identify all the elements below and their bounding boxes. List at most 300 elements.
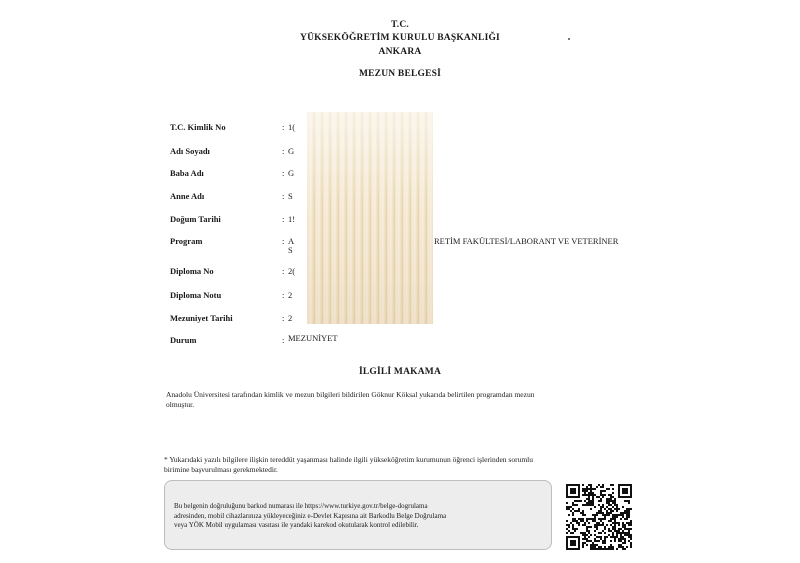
qr-module [628,508,630,510]
qr-module [596,540,598,542]
qr-module [618,544,620,546]
qr-module [610,498,612,500]
qr-module [582,538,584,540]
qr-module [578,522,580,524]
qr-module [570,496,572,498]
qr-module [578,544,580,546]
qr-module [624,500,626,502]
qr-module [590,534,592,536]
qr-module [570,542,572,544]
qr-module [630,538,632,540]
field-value-program-line2: S [288,245,293,255]
field-value-graduation-date: 2 [288,313,293,323]
qr-module [570,548,572,550]
statement-line-2: olmuştur. [166,400,195,409]
qr-module [612,484,614,486]
header-city: ANKARA [378,47,422,57]
qr-module [614,526,616,528]
qr-module [600,532,602,534]
qr-module [572,536,574,538]
qr-module [630,528,632,530]
qr-module [608,502,610,504]
qr-module [604,536,606,538]
qr-module [578,496,580,498]
qr-module [604,516,606,518]
qr-module [588,502,590,504]
qr-module [622,536,624,538]
qr-module [618,522,620,524]
section-title: İLGİLİ MAKAMA [358,367,442,377]
qr-module [578,488,580,490]
qr-module [578,484,580,486]
qr-module [590,544,592,546]
qr-module [608,520,610,522]
qr-module [596,524,598,526]
qr-module [622,516,624,518]
verification-line-2: adresinden, mobil cihazlarınıza yükleyeceğiniz e-Devlet Kapısına ait Barkodlu Belge Doğrulama [174,511,447,520]
qr-module [604,548,606,550]
qr-module [628,532,630,534]
qr-module [628,496,630,498]
qr-module [630,534,632,536]
qr-module [600,498,602,500]
qr-module [572,508,574,510]
qr-module [600,510,602,512]
field-value-mother: S [288,191,293,201]
footnote-line-2: birimine başvurulması gerekmektedir. [164,465,278,474]
qr-module [590,540,592,542]
qr-module [602,548,604,550]
qr-module [582,532,584,534]
qr-module [620,518,622,520]
qr-module [580,532,582,534]
qr-module [574,528,576,530]
qr-module [590,548,592,550]
qr-module [598,524,600,526]
qr-module [602,494,604,496]
qr-module [612,500,614,502]
qr-module [568,484,570,486]
qr-module [572,528,574,530]
qr-module [626,492,628,494]
qr-module [606,500,608,502]
qr-module [616,530,618,532]
qr-module [590,508,592,510]
qr-module [570,536,572,538]
verification-line-1: Bu belgenin doğruluğunu barkod numarası ile https://www.turkiye.gov.tr/belge-dogrulama [174,502,428,510]
qr-module [628,514,630,516]
qr-module [580,520,582,522]
qr-module [608,548,610,550]
qr-module [622,548,624,550]
qr-module [604,490,606,492]
qr-module [606,510,608,512]
qr-module [566,490,568,492]
qr-module [574,500,576,502]
qr-module [566,496,568,498]
field-colon: : [282,236,285,246]
qr-module [578,540,580,542]
qr-module [610,508,612,510]
qr-module [628,512,630,514]
qr-module [626,514,628,516]
qr-module [618,494,620,496]
qr-module [618,528,620,530]
qr-module [610,504,612,506]
qr-module [574,496,576,498]
qr-module [630,520,632,522]
qr-module [612,536,614,538]
qr-module [594,518,596,520]
qr-module [610,496,612,498]
qr-module [612,492,614,494]
qr-module [588,536,590,538]
qr-module [582,542,584,544]
qr-module [612,488,614,490]
qr-module [610,484,612,486]
qr-module [630,484,632,486]
qr-module [598,510,600,512]
qr-module [594,526,596,528]
qr-module [618,538,620,540]
field-value-tc-no: 1( [288,122,296,132]
qr-module [626,510,628,512]
qr-module [606,536,608,538]
qr-module [594,520,596,522]
qr-module [572,540,574,542]
qr-module [614,502,616,504]
qr-module [578,538,580,540]
qr-module [588,532,590,534]
qr-module [572,514,574,516]
qr-module [576,496,578,498]
qr-module [588,484,590,486]
qr-module [628,524,630,526]
qr-module [570,488,572,490]
qr-module [608,498,610,500]
qr-module [592,548,594,550]
qr-module [596,526,598,528]
qr-module [572,548,574,550]
qr-module [580,512,582,514]
qr-module [590,488,592,490]
qr-module [600,548,602,550]
header-tc: T.C. [390,20,410,30]
qr-module [624,542,626,544]
qr-module [616,536,618,538]
qr-module [630,490,632,492]
qr-module [608,514,610,516]
field-value-program-tail: RETİM FAKÜLTESİ/LABORANT VE VETERİNER [434,236,619,246]
qr-module [612,546,614,548]
qr-module [610,530,612,532]
qr-module [622,524,624,526]
qr-module [582,524,584,526]
qr-module [616,504,618,506]
qr-module [624,484,626,486]
qr-module [584,534,586,536]
qr-module [620,546,622,548]
qr-module [572,490,574,492]
qr-module [576,510,578,512]
qr-module [618,530,620,532]
qr-module [598,522,600,524]
qr-module [624,488,626,490]
redaction-block [307,112,433,324]
qr-module [620,544,622,546]
qr-module [574,536,576,538]
qr-module [582,514,584,516]
qr-module [602,486,604,488]
qr-module [628,500,630,502]
qr-module [622,546,624,548]
qr-module [574,504,576,506]
qr-module [606,488,608,490]
qr-module [594,494,596,496]
qr-module [602,530,604,532]
qr-module [570,522,572,524]
qr-module [586,544,588,546]
qr-module [582,546,584,548]
qr-module [598,532,600,534]
field-label-status: Durum [170,335,197,345]
qr-module [628,522,630,524]
qr-module [610,510,612,512]
qr-module [614,536,616,538]
qr-module [574,490,576,492]
qr-module [608,546,610,548]
field-value-status: MEZUNİYET [288,333,338,343]
qr-module [604,546,606,548]
qr-module [600,520,602,522]
qr-module [618,540,620,542]
qr-module [624,490,626,492]
qr-module [616,534,618,536]
qr-module [566,538,568,540]
qr-module [600,486,602,488]
qr-module [590,494,592,496]
qr-module [590,486,592,488]
qr-module [594,514,596,516]
qr-module [590,502,592,504]
qr-module [604,540,606,542]
qr-module [610,544,612,546]
qr-module [572,502,574,504]
qr-module [628,516,630,518]
qr-module [586,502,588,504]
qr-module [592,488,594,490]
field-colon: : [282,122,285,132]
qr-module [580,518,582,520]
qr-module [618,490,620,492]
qr-module [614,504,616,506]
qr-module [592,542,594,544]
qr-module [598,536,600,538]
qr-module [568,530,570,532]
qr-module [600,492,602,494]
qr-module [572,520,574,522]
qr-module [568,526,570,528]
qr-module [630,488,632,490]
qr-module [598,496,600,498]
qr-module [608,508,610,510]
qr-module [586,490,588,492]
qr-module [594,538,596,540]
qr-module [620,538,622,540]
qr-module [592,502,594,504]
verification-line-3: veya YÖK Mobil uygulaması vasıtası ile yandaki karekod okutularak kontrol edilebilir. [174,521,419,529]
qr-module [584,542,586,544]
qr-module [588,498,590,500]
qr-module [574,510,576,512]
qr-module [582,488,584,490]
qr-module [586,494,588,496]
qr-module [582,484,584,486]
qr-module [612,506,614,508]
qr-module [630,544,632,546]
stray-dot [568,38,570,40]
qr-module [620,484,622,486]
qr-module [618,524,620,526]
qr-module [626,516,628,518]
qr-module [592,492,594,494]
qr-module [618,492,620,494]
qr-module [614,528,616,530]
qr-module [628,530,630,532]
qr-module [570,532,572,534]
qr-module [612,526,614,528]
qr-module [578,548,580,550]
qr-module [614,508,616,510]
qr-module [612,518,614,520]
qr-module [596,548,598,550]
field-colon: : [282,266,285,276]
qr-module [584,490,586,492]
qr-module [628,502,630,504]
qr-module [572,496,574,498]
qr-module [586,528,588,530]
qr-module [616,510,618,512]
field-label-name: Adı Soyadı [170,146,210,156]
qr-module [578,494,580,496]
qr-module [572,518,574,520]
document-title: MEZUN BELGESİ [358,69,442,79]
qr-module [596,544,598,546]
qr-module [578,542,580,544]
qr-module [612,502,614,504]
qr-module [620,540,622,542]
qr-module [566,506,568,508]
qr-module [630,524,632,526]
qr-module [586,518,588,520]
qr-module [596,486,598,488]
qr-module [578,492,580,494]
qr-module [570,506,572,508]
qr-module [608,494,610,496]
qr-module [576,536,578,538]
qr-module [578,490,580,492]
qr-module [584,488,586,490]
qr-module [568,548,570,550]
qr-module [622,488,624,490]
qr-module [622,484,624,486]
qr-module [566,502,568,504]
qr-module [582,490,584,492]
qr-module [566,488,568,490]
qr-module [612,532,614,534]
qr-module [624,524,626,526]
qr-module [584,500,586,502]
qr-module [624,538,626,540]
qr-module [602,504,604,506]
qr-module [566,532,568,534]
qr-module [566,520,568,522]
qr-module [616,506,618,508]
qr-module [602,496,604,498]
qr-module [566,536,568,538]
qr-module [606,498,608,500]
qr-module [618,484,620,486]
qr-module [584,538,586,540]
field-colon: : [282,214,285,224]
field-value-father: G [288,168,295,178]
qr-module [600,490,602,492]
qr-module [610,512,612,514]
field-value-program: A [288,236,295,246]
qr-module [606,524,608,526]
qr-module [622,526,624,528]
qr-module [602,522,604,524]
field-colon: : [282,335,285,345]
qr-module [620,496,622,498]
qr-module [608,488,610,490]
qr-module [574,548,576,550]
qr-module [598,546,600,548]
qr-module [582,494,584,496]
qr-module [624,526,626,528]
qr-module [586,520,588,522]
qr-module [610,500,612,502]
qr-module [586,530,588,532]
qr-module [574,492,576,494]
qr-module [600,536,602,538]
header-institution: YÜKSEKÖĞRETİM KURULU BAŞKANLIĞI [300,33,500,43]
qr-module [568,508,570,510]
qr-module [614,520,616,522]
qr-module [592,494,594,496]
qr-module [614,514,616,516]
qr-module [618,496,620,498]
qr-module [576,484,578,486]
qr-module [626,532,628,534]
qr-module [604,518,606,520]
qr-module [612,534,614,536]
field-colon: : [282,168,285,178]
qr-module [616,514,618,516]
statement-line-1: Anadolu Üniversitesi tarafından kimlik ve mezun bilgileri bildirilen Göknur Köksal yukarıda belirtilen programdan mezun [166,390,535,399]
qr-module [596,522,598,524]
qr-module [628,534,630,536]
footnote-line-1: * Yukarıdaki yazılı bilgilere ilişkin tereddüt yaşanması halinde ilgili yükseköğretim kurumunun öğrenci işlerinden sorumlu [164,455,534,464]
qr-module [624,518,626,520]
qr-module [578,510,580,512]
qr-module [616,508,618,510]
qr-module [594,516,596,518]
qr-module [584,524,586,526]
qr-module [588,500,590,502]
qr-module [590,546,592,548]
qr-module [582,534,584,536]
